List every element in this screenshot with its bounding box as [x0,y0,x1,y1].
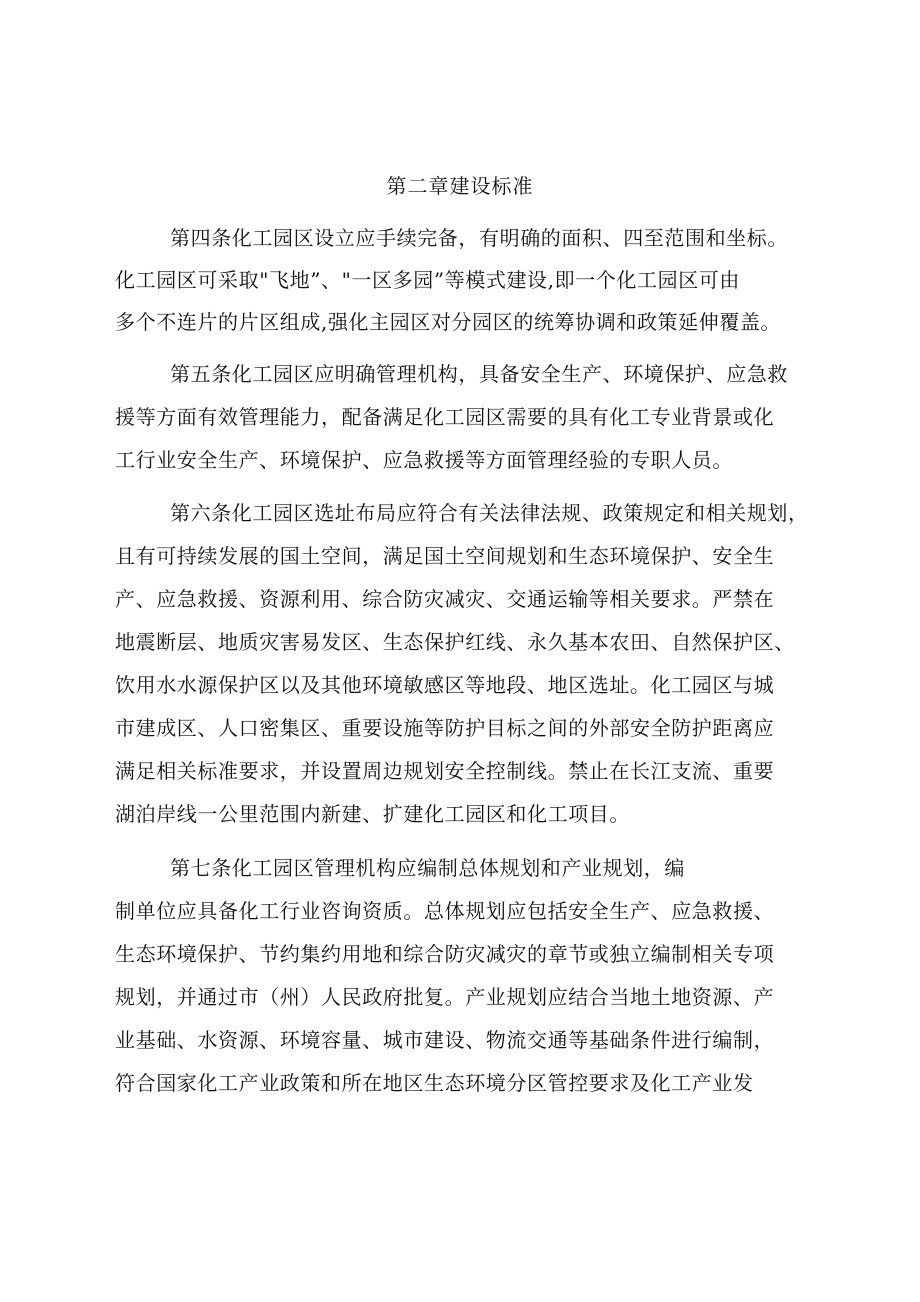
article-6-line-6: 市建成区、人口密集区、重要设施等防护目标之间的外部安全防护距离应 [115,716,775,740]
article-5-line-2: 援等方面有效管理能力，配备满足化工园区需要的具有化工专业背景或化 [115,405,775,429]
article-5-line-1: 第五条化工园区应明确管理机构，具备安全生产、环境保护、应急救 [170,362,788,386]
article-6-line-1: 第六条化工园区选址布局应符合有关法律法规、政策规定和相关规划， [170,501,809,525]
article-6-line-4: 地震断层、地质灾害易发区、生态保护红线、永久基本农田、自然保护区、 [115,630,795,654]
article-7-line-3: 生态环境保护、节约集约用地和综合防灾减灾的章节或独立编制相关专项 [115,942,775,966]
article-7-line-2: 制单位应具备化工行业咨询资质。总体规划应包括安全生产、应急救援、 [115,899,775,923]
article-6-line-3: 产、应急救援、资源利用、综合防灾减灾、交通运输等相关要求。严禁在 [115,587,775,611]
article-7-line-1: 第七条化工园区管理机构应编制总体规划和产业规划，编 [170,856,685,880]
chapter-title: 第二章建设标准 [386,174,534,198]
article-6-line-7: 满足相关标准要求，并设置周边规划安全控制线。禁止在长江支流、重要 [115,759,775,783]
article-6-line-8: 湖泊岸线一公里范围内新建、扩建化工园区和化工项目。 [115,802,630,826]
article-6-line-5: 饮用水水源保护区以及其他环境敏感区等地段、地区选址。化工园区与城 [115,673,775,697]
article-4-line-2: 化工园区可采取"飞地”、"一区多园”等模式建设,即一个化工园区可由 [115,268,741,292]
article-6-line-2: 且有可持续发展的国土空间，满足国土空间规划和生态环境保护、安全生 [115,544,775,568]
article-7-line-4: 规划，并通过市（州）人民政府批复。产业规划应结合当地土地资源、产 [115,985,775,1009]
article-7-line-6: 符合国家化工产业政策和所在地区生态环境分区管控要求及化工产业发 [115,1071,754,1095]
article-4-line-1: 第四条化工园区设立应手续完备，有明确的面积、四至范围和坐标。 [170,226,788,250]
article-7-line-5: 业基础、水资源、环境容量、城市建设、物流交通等基础条件进行编制， [115,1028,775,1052]
article-4-line-3: 多个不连片的片区组成,强化主园区对分园区的统筹协调和政策延伸覆盖。 [115,310,782,334]
article-5-line-3: 工行业安全生产、环境保护、应急救援等方面管理经验的专职人员。 [115,448,733,472]
